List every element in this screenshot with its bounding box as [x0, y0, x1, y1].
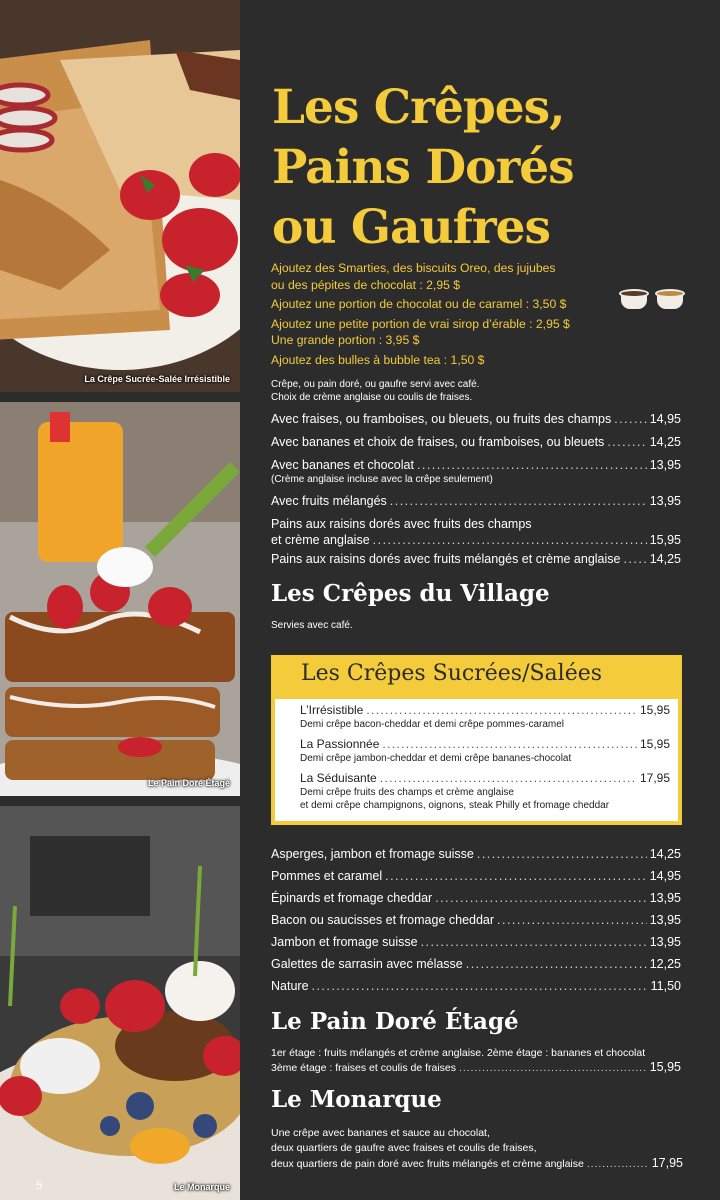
- menu-item-line1: [271, 516, 681, 532]
- village-menu-list: [271, 846, 681, 994]
- item-name: Jambon et fromage suisse: [271, 935, 418, 949]
- item-price: 13,95: [649, 935, 681, 949]
- addon-line: Une grande portion : 3,95 $: [271, 333, 420, 347]
- item-name: Bacon ou saucisses et fromage cheddar: [271, 913, 495, 927]
- menu-item: [271, 434, 681, 450]
- addon-line: ou des pépites de chocolat : 2,95 $: [271, 277, 461, 292]
- crepe-illustration: [0, 0, 240, 392]
- item-note: et demi crêpe champignons, oignons, steak Philly et fromage cheddar: [300, 800, 610, 811]
- menu-item: [271, 868, 681, 884]
- intro-note: [271, 378, 479, 404]
- crepe-photo: [0, 0, 240, 392]
- monarque-line2: deux quartiers de gaufre avec fraises et coulis de fraises,: [271, 1142, 537, 1154]
- item-price: 14,95: [649, 869, 681, 883]
- menu-item: [271, 846, 681, 862]
- menu-item: [271, 956, 681, 972]
- item-name: Pommes et caramel: [271, 869, 383, 883]
- menu-item: [271, 890, 681, 906]
- item-name: Nature: [271, 979, 309, 993]
- monarque-photo: [0, 806, 240, 1200]
- title-line: ou Gaufres: [272, 200, 550, 255]
- monarque-line: [271, 1141, 683, 1156]
- sauce-cups: [618, 287, 686, 311]
- caramel-cup-icon: [654, 287, 686, 311]
- etage-line: [271, 1060, 681, 1075]
- box-title: Les Crêpes Sucrées/Salées: [301, 661, 603, 686]
- etage-details: [271, 1046, 681, 1075]
- french-toast-illustration: [0, 402, 240, 796]
- photo-caption: Le Pain Doré Étagé: [147, 778, 230, 788]
- monarque-illustration: [0, 806, 240, 1200]
- item-price: 17,95: [651, 1156, 683, 1170]
- item-name: La Passionnée: [300, 737, 380, 751]
- menu-item: [271, 532, 681, 548]
- item-price: 14,25: [649, 552, 681, 566]
- item-note: (Crème anglaise incluse avec la crêpe seulement): [271, 474, 493, 485]
- menu-item: [300, 703, 670, 718]
- intro-note-line: Choix de crème anglaise ou coulis de fraises.: [271, 392, 473, 403]
- photo-caption: Le Monarque: [173, 1182, 230, 1192]
- item-name: Galettes de sarrasin avec mélasse: [271, 957, 463, 971]
- item-name: Avec fruits mélangés: [271, 494, 387, 508]
- item-name: La Séduisante: [300, 771, 377, 785]
- menu-item: [300, 737, 670, 752]
- monarque-line1: Une crêpe avec bananes et sauce au chocolat,: [271, 1127, 490, 1139]
- chocolate-cup-icon: [618, 287, 650, 311]
- addon-line: Ajoutez des bulles à bubble tea : 1,50 $: [271, 352, 485, 367]
- etage-line1: 1er étage : fruits mélangés et crème anglaise. 2ème étage : bananes et chocolat: [271, 1047, 646, 1059]
- addon-line: Ajoutez des Smarties, des biscuits Oreo, des jujubes: [271, 261, 556, 275]
- item-price: 11,50: [650, 979, 681, 993]
- item-price: 14,25: [649, 847, 681, 861]
- monarque-line: [271, 1126, 683, 1141]
- section-title-village: Les Crêpes du Village: [271, 580, 550, 607]
- monarque-line: [271, 1156, 683, 1172]
- item-name: Avec fraises, ou framboises, ou bleuets, ou fruits des champs: [271, 412, 612, 426]
- sucrees-salees-box: [271, 655, 682, 825]
- menu-item: [271, 457, 681, 473]
- item-name: Avec bananes et chocolat: [271, 458, 414, 472]
- menu-item: [271, 934, 681, 950]
- monarque-line3: deux quartiers de pain doré avec fruits mélangés et crème anglaise: [271, 1158, 584, 1170]
- item-price: 15,95: [649, 1060, 681, 1074]
- item-price: 15,95: [639, 737, 670, 751]
- item-price: 15,95: [649, 533, 681, 547]
- addon-line: Ajoutez une portion de chocolat ou de caramel : 3,50 $: [271, 297, 567, 311]
- photo-column: [0, 0, 240, 1200]
- french-toast-photo: [0, 402, 240, 796]
- item-price: 13,95: [649, 458, 681, 472]
- menu-item: [271, 551, 681, 567]
- item-price: 17,95: [639, 771, 670, 785]
- item-name: Pains aux raisins dorés avec fruits mélangés et crème anglaise: [271, 552, 621, 566]
- monarque-details: [271, 1126, 683, 1172]
- menu-item: [300, 771, 670, 786]
- page-number: 5: [36, 1180, 43, 1192]
- item-price: 13,95: [649, 891, 681, 905]
- box-inner: [275, 699, 678, 821]
- item-note: Demi crêpe bacon-cheddar et demi crêpe pommes-caramel: [300, 719, 565, 730]
- item-price: 15,95: [639, 703, 670, 717]
- section-title-monarque: Le Monarque: [271, 1086, 442, 1113]
- item-name: Asperges, jambon et fromage suisse: [271, 847, 474, 861]
- item-price: 14,25: [649, 435, 681, 449]
- etage-line: [271, 1046, 681, 1060]
- item-price: 14,95: [649, 412, 681, 426]
- section-title-etage: Le Pain Doré Étagé: [271, 1008, 519, 1035]
- addons-list: [271, 260, 691, 368]
- page-title: [272, 78, 692, 258]
- item-name: Avec bananes et choix de fraises, ou framboises, ou bleuets: [271, 435, 605, 449]
- item-name: L’Irrésistible: [300, 703, 364, 717]
- village-note: Servies avec café.: [271, 620, 353, 631]
- menu-item: [271, 978, 681, 994]
- title-line: Les Crêpes,: [272, 80, 565, 135]
- item-note: Demi crêpe fruits des champs et crème anglaise: [300, 787, 514, 798]
- menu-item: [271, 493, 681, 509]
- item-note: Demi crêpe jambon-cheddar et demi crêpe bananes-chocolat: [300, 753, 572, 764]
- title-line: Pains Dorés: [272, 140, 574, 195]
- item-name: Épinards et fromage cheddar: [271, 891, 433, 905]
- menu-item: [271, 411, 681, 427]
- sucrees-list: [300, 703, 670, 812]
- menu-item: [271, 912, 681, 928]
- etage-line2: 3ème étage : fraises et coulis de fraises: [271, 1062, 457, 1074]
- addon-line: Ajoutez une petite portion de vrai sirop d’érable : 2,95 $: [271, 316, 570, 331]
- photo-caption: La Crêpe Sucrée-Salée Irrésistible: [84, 374, 230, 384]
- item-price: 13,95: [649, 913, 681, 927]
- item-price: 12,25: [649, 957, 681, 971]
- item-name-cont: et crème anglaise: [271, 533, 370, 547]
- item-price: 13,95: [649, 494, 681, 508]
- intro-note-line: Crêpe, ou pain doré, ou gaufre servi avec café.: [271, 379, 480, 390]
- main-menu-list: [271, 411, 681, 567]
- item-name: Pains aux raisins dorés avec fruits des champs: [271, 517, 532, 531]
